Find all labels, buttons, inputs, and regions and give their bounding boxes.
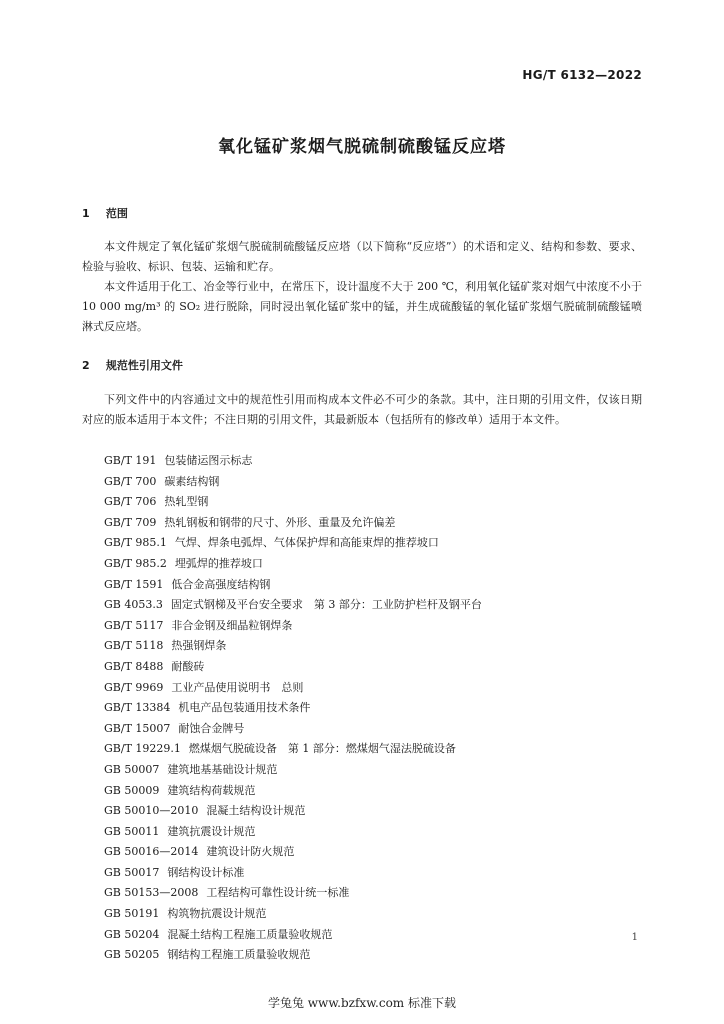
reference-item [104, 883, 482, 904]
reference-code: GB/T 9969 [104, 680, 164, 694]
reference-item [104, 781, 482, 802]
footer-watermark-text: 学兔兔 www.bzfxw.com 标准下载 [267, 996, 457, 1010]
reference-code: GB/T 5118 [104, 639, 164, 653]
reference-title: 工业产品使用说明书 总则 [171, 680, 304, 694]
reference-item [104, 616, 482, 637]
reference-title: 耐酸砖 [171, 659, 205, 673]
reference-title: 混凝土结构工程施工质量验收规范 [167, 927, 333, 941]
reference-item [104, 719, 482, 740]
reference-code: GB 4053.3 [104, 598, 163, 612]
reference-code: GB/T 15007 [104, 721, 171, 735]
reference-title: 热强钢焊条 [171, 639, 227, 653]
reference-code: GB/T 1591 [104, 577, 164, 591]
reference-title: 工程结构可靠性设计统一标准 [206, 886, 350, 900]
reference-item [104, 698, 482, 719]
reference-item [104, 533, 482, 554]
reference-title: 埋弧焊的推荐坡口 [174, 556, 263, 570]
reference-code: GB 50205 [104, 948, 160, 962]
reference-code: GB/T 706 [104, 495, 157, 509]
reference-item [104, 760, 482, 781]
reference-title: 构筑物抗震设计规范 [167, 907, 267, 921]
reference-title: 非合金钢及细晶粒钢焊条 [171, 618, 293, 632]
reference-item [104, 863, 482, 884]
reference-item [104, 636, 482, 657]
reference-title: 低合金高强度结构钢 [171, 577, 271, 591]
scope-paragraph-2: 本文件适用于化工、冶金等行业中，在常压下，设计温度不大于 200 ℃，利用氧化锰矿浆对烟气中浓度不小于 10 000 mg/m³ 的 SO₂ 进行脱除，同时浸出氧化锰矿浆中的锰，并生成硫酸锰的氧化锰矿浆烟气脱硫制硫酸锰喷淋式反应塔。 [82, 280, 642, 333]
reference-code: GB/T 8488 [104, 659, 164, 673]
reference-code: GB 50204 [104, 927, 160, 941]
reference-item [104, 739, 482, 760]
reference-item [104, 842, 482, 863]
reference-code: GB 50191 [104, 907, 160, 921]
reference-item [104, 801, 482, 822]
section-title: 规范性引用文件 [105, 359, 183, 372]
reference-code: GB/T 985.2 [104, 556, 167, 570]
reference-code: GB/T 19229.1 [104, 742, 181, 756]
reference-code: GB 50007 [104, 762, 160, 776]
reference-code: GB 50011 [104, 824, 160, 838]
reference-code: GB/T 5117 [104, 618, 164, 632]
reference-title: 燃煤烟气脱硫设备 第 1 部分：燃煤烟气湿法脱硫设备 [188, 742, 456, 756]
reference-item [104, 945, 482, 966]
section-number: 2 [82, 359, 90, 372]
normative-references-list [104, 451, 482, 966]
reference-item [104, 472, 482, 493]
reference-title: 气焊、焊条电弧焊、气体保护焊和高能束焊的推荐坡口 [174, 536, 439, 550]
reference-code: GB 50153—2008 [104, 886, 199, 900]
reference-item [104, 492, 482, 513]
reference-title: 建筑地基基础设计规范 [167, 762, 278, 776]
reference-code: GB 50010—2010 [104, 804, 199, 818]
reference-code: GB 50016—2014 [104, 845, 199, 859]
references-intro: 下列文件中的内容通过文中的规范性引用而构成本文件必不可少的条款。其中，注日期的引用文件，仅该日期对应的版本适用于本文件；不注日期的引用文件，其最新版本（包括所有的修改单）适用于本文件。 [82, 393, 642, 426]
reference-code: GB 50009 [104, 783, 160, 797]
reference-item [104, 925, 482, 946]
reference-code: GB/T 709 [104, 515, 157, 529]
reference-item [104, 513, 482, 534]
reference-code: GB 50017 [104, 865, 160, 879]
reference-title: 热轧钢板和钢带的尺寸、外形、重量及允许偏差 [164, 515, 396, 529]
section-title: 范围 [105, 207, 128, 220]
reference-title: 建筑抗震设计规范 [167, 824, 256, 838]
page-number: 1 [631, 932, 638, 943]
reference-title: 建筑设计防火规范 [206, 845, 295, 859]
reference-code: GB/T 13384 [104, 701, 171, 715]
reference-title: 钢结构工程施工质量验收规范 [167, 948, 311, 962]
reference-title: 碳素结构钢 [164, 474, 220, 488]
document-title: 氧化锰矿浆烟气脱硫制硫酸锰反应塔 [218, 137, 506, 157]
reference-item [104, 554, 482, 575]
standard-code: HG/T 6132—2022 [522, 68, 642, 82]
reference-item [104, 595, 482, 616]
reference-item [104, 678, 482, 699]
reference-item [104, 575, 482, 596]
reference-title: 钢结构设计标准 [167, 865, 245, 879]
reference-code: GB/T 985.1 [104, 536, 167, 550]
reference-title: 耐蚀合金牌号 [178, 721, 245, 735]
section-number: 1 [82, 207, 90, 220]
reference-item [104, 657, 482, 678]
reference-code: GB/T 191 [104, 454, 157, 467]
section-2-heading [82, 357, 183, 373]
scope-paragraph-1: 本文件规定了氧化锰矿浆烟气脱硫制硫酸锰反应塔（以下简称“反应塔”）的术语和定义、结构和参数、要求、检验与验收、标识、包装、运输和贮存。 [82, 240, 642, 273]
reference-title: 包装储运图示标志 [164, 454, 253, 467]
reference-title: 建筑结构荷载规范 [167, 783, 256, 797]
reference-item [104, 451, 482, 472]
reference-item [104, 822, 482, 843]
reference-title: 机电产品包装通用技术条件 [178, 701, 311, 715]
reference-item [104, 904, 482, 925]
reference-title: 固定式钢梯及平台安全要求 第 3 部分：工业防护栏杆及钢平台 [170, 598, 482, 612]
reference-title: 热轧型钢 [164, 495, 209, 509]
section-1-heading [82, 205, 128, 221]
reference-code: GB/T 700 [104, 474, 157, 488]
reference-title: 混凝土结构设计规范 [206, 804, 306, 818]
